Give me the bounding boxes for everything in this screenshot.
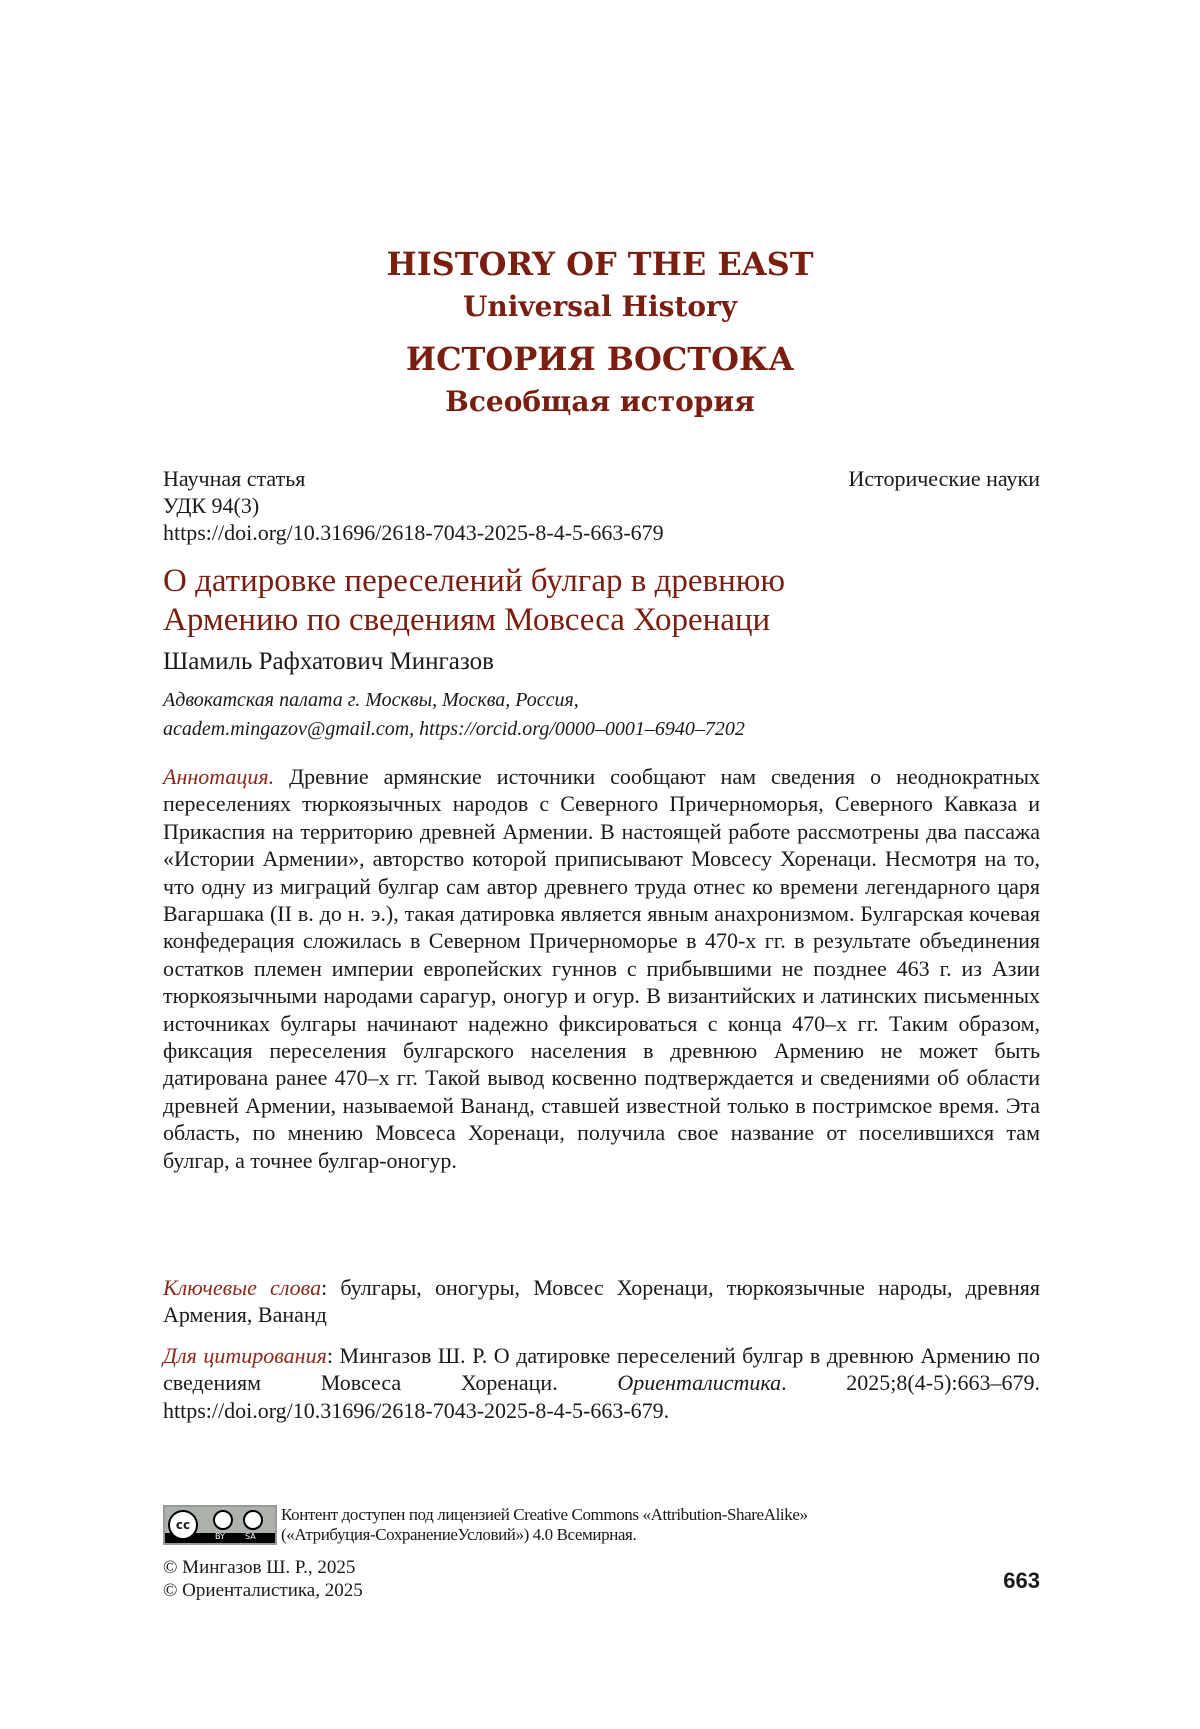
abstract-label: Аннотация. [163,764,275,789]
attribution-icon [213,1510,233,1530]
affiliation [163,686,1040,744]
article-field: Исторические науки [848,466,1040,491]
title-line: Армению по сведениям Мовсеса Хоренаци [163,602,771,638]
section-title-en: HISTORY OF THE EAST [386,245,814,283]
citation-text: . 2025;8(4-5):663–679. https://doi.org/10.31696/2618-7043-2025-8-4-5-663-679. [163,1370,1041,1423]
article-meta [163,465,1040,546]
keywords [163,1274,1040,1329]
keywords-text: : булгары, оногуры, Мовсес Хоренаци, тюркоязычные народы, древняя Армения, Ванaнд [163,1275,1040,1328]
doi-link[interactable]: https://doi.org/10.31696/2618-7043-2025-8-4-5-663-679 [163,520,664,545]
license-text [281,1505,808,1545]
title-line: О датировке переселений булгар в древнюю [163,563,786,599]
affiliation-line: Адвокатская палата г. Москвы, Москва, Россия, [163,689,579,711]
by-label: BY [215,1532,225,1541]
license-line: («Атрибуция-СохранениеУсловий») 4.0 Всемирная. [281,1525,637,1544]
subsection-title-en: Universal History [462,290,738,323]
contacts-line[interactable]: academ.mingazov@gmail.com, https://orcid.org/0000–0001–6940–7202 [163,718,745,740]
copyright-author: © Мингазов Ш. Р., 2025 [163,1557,356,1578]
citation-text: : Мингазов Ш. Р. О датировке переселений булгар в древнюю Армению по сведениям Мовсеса Хоренаци. [163,1343,1040,1396]
author-name: Шамиль Рафхатович Мингазов [163,648,494,675]
udk: УДК 94(3) [163,493,260,518]
section-title-ru: ИСТОРИЯ ВОСТОКА [405,340,795,378]
share-alike-icon [243,1510,263,1530]
subsection-title-ru: Всеобщая история [445,385,755,418]
cc-license-badge[interactable] [163,1505,277,1545]
license-line: Контент доступен под лицензией Creative Commons «Attribution-ShareAlike» [281,1505,808,1524]
citation [163,1342,1040,1424]
article-type: Научная статья [163,466,306,491]
abstract [163,763,1040,1174]
citation-journal: Ориенталистика [617,1370,782,1396]
copyright [163,1556,363,1602]
abstract-text: Древние армянские источники сообщают нам сведения о неоднократных переселениях тюркоязычных народов с Северного Причерноморья, Северного Кавказа и Прикаспия на территорию древней Армении. В настоящей работе рассмотрены два пассажа «Истории Армении», авторство которой приписывают Мовсесу Хоренаци. Несмотря на то, что одну из миграций булгар сам автор древнего труда отнес ко времени легендарного царя Вагаршака (II в. до н. э.), такая датировка является явным анахронизмом. Булгарская кочевая конфедерация сложилась в Северном Причерноморье в 470-х гг. в результате объединения остатков племен империи европейских гуннов с прибывшими не позднее 463 г. из Азии тюркоязычными народами сарагур, оногур и огур. В византийских и латинских письменных источниках булгары начинают надежно фиксироваться с конца 470–х гг. Таким образом, фиксация переселения булгарского населения в древнюю Армению не может быть датирована ранее 470–х гг. Такой вывод косвенно подтверждается и сведениями об области древней Армении, называемой Ванaнд, ставшей известной только в постримское время. Эта область, по мнению Мовсеса Хоренаци, получила свое название от поселившихся там булгар, а точнее булгар-оногур. [163,764,1040,1173]
sa-label: SA [245,1532,256,1541]
cc-icon: cc [168,1510,198,1540]
citation-label: Для цитирования [163,1343,327,1368]
article-title [163,562,1040,640]
copyright-journal: © Ориенталистика, 2025 [163,1580,363,1601]
keywords-label: Ключевые слова [163,1275,322,1300]
page-number: 663 [1003,1568,1040,1593]
